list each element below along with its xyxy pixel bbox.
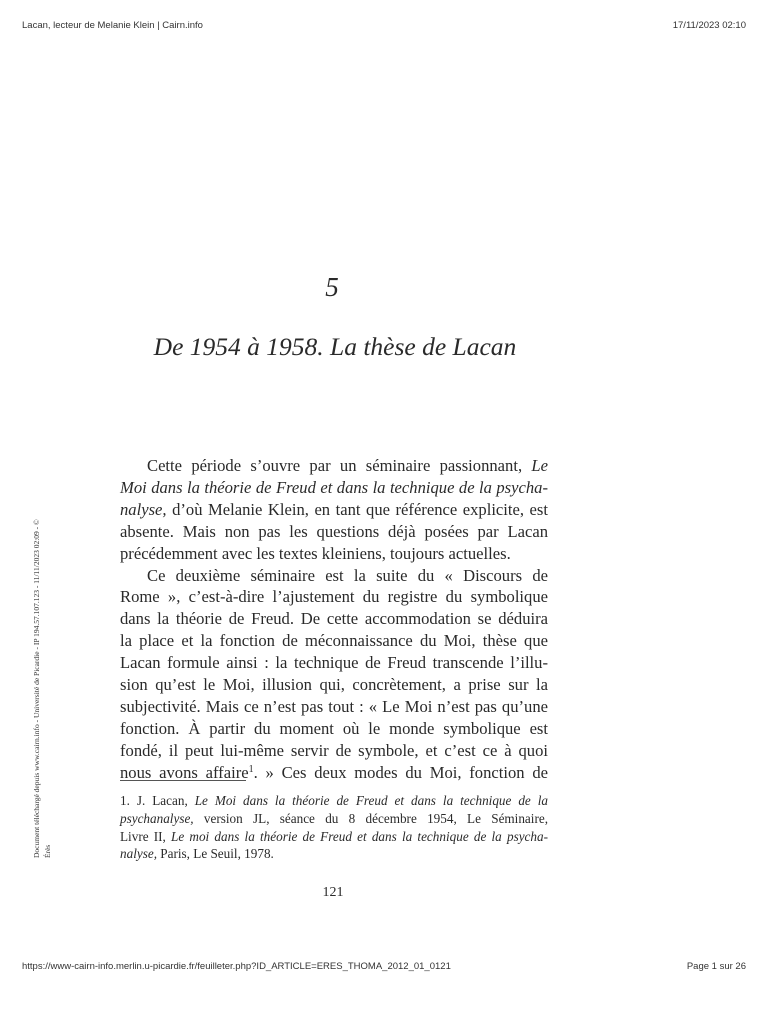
footnote-separator — [120, 780, 246, 781]
italic-segment: Le moi dans la théorie de Freud et dans la technique de la psycha- — [171, 828, 548, 844]
print-datetime: 17/11/2023 02:10 — [672, 20, 746, 31]
footnote-line — [120, 792, 548, 810]
footnote-line — [120, 810, 548, 828]
text-segment: Paris, Le Seuil, 1978. — [157, 846, 274, 862]
text-line — [120, 455, 548, 477]
download-watermark-line: Document téléchargé depuis www.cairn.info - Université de Picardie - IP 194.57.107.123 - 11/11/2023 02:09 - © — [32, 519, 41, 858]
download-watermark — [31, 519, 53, 858]
text-segment: 1. J. Lacan, — [120, 793, 195, 808]
text-line: la place et la fonction de méconnaissance du Moi, thèse que — [120, 631, 548, 651]
page-indicator: Page 1 sur 26 — [686, 961, 746, 972]
text-line: subjectivité. Mais ce n’est pas tout : « Le Moi n’est pas qu’une — [120, 696, 548, 716]
italic-segment: psychanalyse, — [120, 810, 194, 826]
page-title: Lacan, lecteur de Melanie Klein | Cairn.info — [22, 20, 203, 31]
publisher-watermark-line: Érès — [43, 844, 52, 858]
italic-segment: Le Moi dans la théorie de Freud et dans la technique de la — [194, 793, 548, 808]
text-segment: d’où Melanie Klein, en tant que référence explicite, est — [166, 499, 548, 519]
text-line: précédemment avec les textes kleiniens, toujours actuelles. — [120, 543, 511, 563]
body-text — [120, 455, 548, 784]
text-line: Ce deuxième séminaire est la suite du « Discours de — [147, 565, 548, 585]
text-segment: . » Ces deux modes du Moi, fonction de — [253, 762, 549, 782]
footnote-reference[interactable]: 1 — [248, 763, 254, 775]
text-line: Lacan formule ainsi : la technique de Freud transcende l’illu- — [120, 653, 548, 673]
chapter-number: 5 — [325, 272, 339, 302]
text-line — [120, 499, 548, 521]
chapter-title: De 1954 à 1958. La thèse de Lacan — [153, 332, 517, 361]
text-segment: version JL, séance du 8 décembre 1954, Le Séminaire, — [193, 810, 548, 826]
text-line: sion qu’est le Moi, illusion qui, concrètement, a prise sur la — [120, 675, 548, 695]
page-number: 121 — [322, 885, 344, 900]
text-segment: Livre II, — [120, 828, 172, 844]
text-line: absente. Mais non pas les questions déjà posées par Lacan — [120, 521, 548, 541]
text-line — [120, 477, 548, 499]
footnote — [120, 792, 548, 863]
italic-segment: Le — [531, 456, 548, 475]
italic-segment: nalyse, — [120, 846, 157, 862]
text-line: Rome », c’est-à-dire l’ajustement du registre du symbolique — [120, 587, 548, 607]
text-segment: nous avons affaire — [120, 762, 249, 782]
text-segment: Cette période s’ouvre par un séminaire passionnant, — [147, 456, 532, 475]
page-url[interactable]: https://www-cairn-info.merlin.u-picardie.fr/feuilleter.php?ID_ARTICLE=ERES_THOMA_2012_01_0121 — [22, 961, 451, 972]
text-line: fondé, il peut lui-même servir de symbole, et c’est ce à quoi — [120, 740, 548, 760]
italic-segment: Moi dans la théorie de Freud et dans la technique de la psycha- — [120, 477, 548, 497]
text-line: fonction. À partir du moment où le monde symbolique est — [120, 718, 548, 738]
footnote-line — [120, 845, 548, 863]
italic-segment: nalyse, — [120, 499, 167, 519]
footnote-line — [120, 828, 548, 846]
text-line: dans la théorie de Freud. De cette accommodation se déduira — [120, 609, 548, 629]
